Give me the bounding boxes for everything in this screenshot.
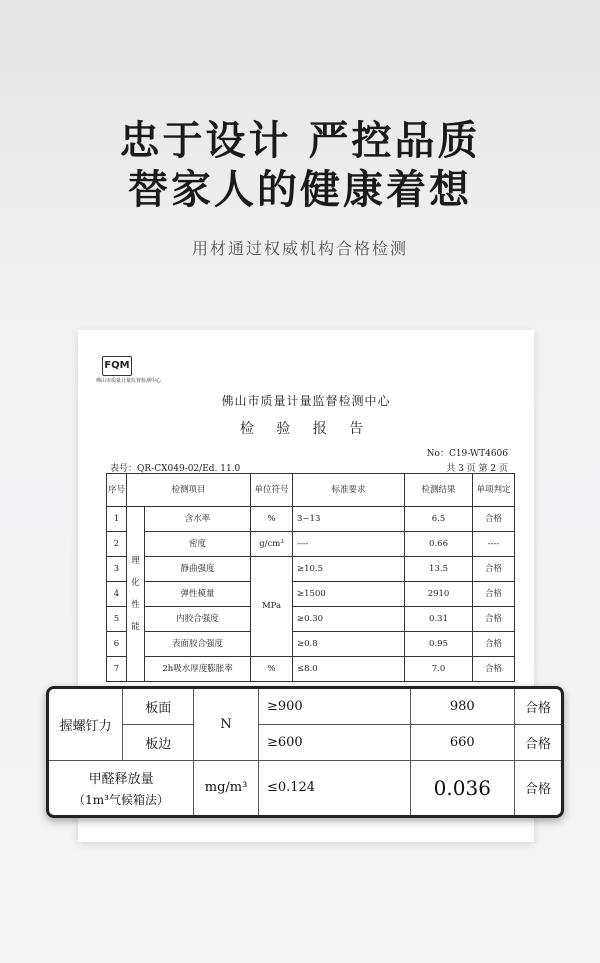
row-std: ---- [293,532,405,557]
report-number: No：C19-WT4606 [426,449,508,459]
row-std: ≥10.5 [293,557,405,582]
header-judge: 单项判定 [473,474,515,507]
formaldehyde-method: （1m³气候箱法） [73,792,169,807]
row-std: ≥1500 [293,582,405,607]
table-row [107,582,515,607]
row-unit: g/cm³ [251,532,293,557]
row-no: 1 [107,507,127,532]
header-no: 序号 [107,474,127,507]
highlight-panel [46,686,564,818]
row-no: 5 [107,607,127,632]
mpa-unit-cell: MPa [251,557,293,657]
row-no: 7 [107,657,127,682]
edge-result: 660 [410,725,514,761]
row-no: 6 [107,632,127,657]
report-table [106,473,515,682]
edge-judge: 合格 [514,725,561,761]
row-judge: 合格 [473,507,515,532]
formaldehyde-unit: mg/m³ [194,760,259,815]
row-judge: 合格 [473,557,515,582]
category-cell [127,507,145,682]
row-judge: 合格 [473,607,515,632]
category-label: 理化性能 [131,556,140,632]
table-row [107,657,515,682]
header-result: 检测结果 [405,474,473,507]
table-row [49,689,561,725]
page-info: 共 3 页 第 2 页 [446,464,508,474]
center-name: 佛山市质量计量监督检测中心 [221,394,391,408]
header-std: 标准要求 [293,474,405,507]
row-std: ≥0.8 [293,632,405,657]
table-header-row [107,474,515,507]
screw-unit: N [194,689,259,760]
row-judge: 合格 [473,582,515,607]
formaldehyde-label: 甲醛释放量 [88,771,154,787]
headline-line-1: 忠于设计 严控品质 [119,118,481,164]
table-row [107,507,515,532]
logo-caption: 佛山市质量计量监督检测中心 [96,378,162,384]
highlight-table [49,689,561,815]
row-result: 0.66 [405,532,473,557]
row-item: 内胶合强度 [145,607,251,632]
fqm-logo: FQM [102,356,132,376]
form-number: 表号：QR-CX049-02/Ed. 11.0 [110,464,241,474]
face-label: 板面 [123,689,194,725]
row-item: 弹性模量 [145,582,251,607]
row-unit: % [251,507,293,532]
row-std: ≤8.0 [293,657,405,682]
face-std: ≥900 [258,689,410,725]
header-unit: 单位符号 [251,474,293,507]
table-row [107,607,515,632]
row-result: 0.31 [405,607,473,632]
headline-line-2: 替家人的健康着想 [128,167,472,213]
edge-std: ≥600 [258,725,410,761]
row-result: 0.95 [405,632,473,657]
row-no: 4 [107,582,127,607]
formaldehyde-result: 0.036 [410,760,514,815]
row-result: 13.5 [405,557,473,582]
row-item: 2h吸水厚度膨胀率 [145,657,251,682]
face-result: 980 [410,689,514,725]
face-judge: 合格 [514,689,561,725]
row-result: 7.0 [405,657,473,682]
formaldehyde-cell [49,760,194,815]
formaldehyde-judge: 合格 [514,760,561,815]
row-judge: ---- [473,532,515,557]
header-item: 检测项目 [127,474,251,507]
row-item: 含水率 [145,507,251,532]
row-no: 2 [107,532,127,557]
formaldehyde-std: ≤0.124 [258,760,410,815]
row-item: 静曲强度 [145,557,251,582]
row-no: 3 [107,557,127,582]
row-item: 密度 [145,532,251,557]
row-unit: % [251,657,293,682]
edge-label: 板边 [123,725,194,761]
report-title: 检 验 报 告 [239,421,373,437]
row-result: 6.5 [405,507,473,532]
table-row [107,557,515,582]
row-item: 表面胶合强度 [145,632,251,657]
row-std: ≥0.30 [293,607,405,632]
table-row [107,532,515,557]
table-row [49,760,561,815]
row-judge: 合格 [473,632,515,657]
subtitle: 用材通过权威机构合格检测 [191,239,408,258]
row-std: 3~13 [293,507,405,532]
table-row [107,632,515,657]
table-row [49,725,561,761]
row-result: 2910 [405,582,473,607]
screw-holding-label: 握螺钉力 [49,689,123,760]
row-judge: 合格 [473,657,515,682]
